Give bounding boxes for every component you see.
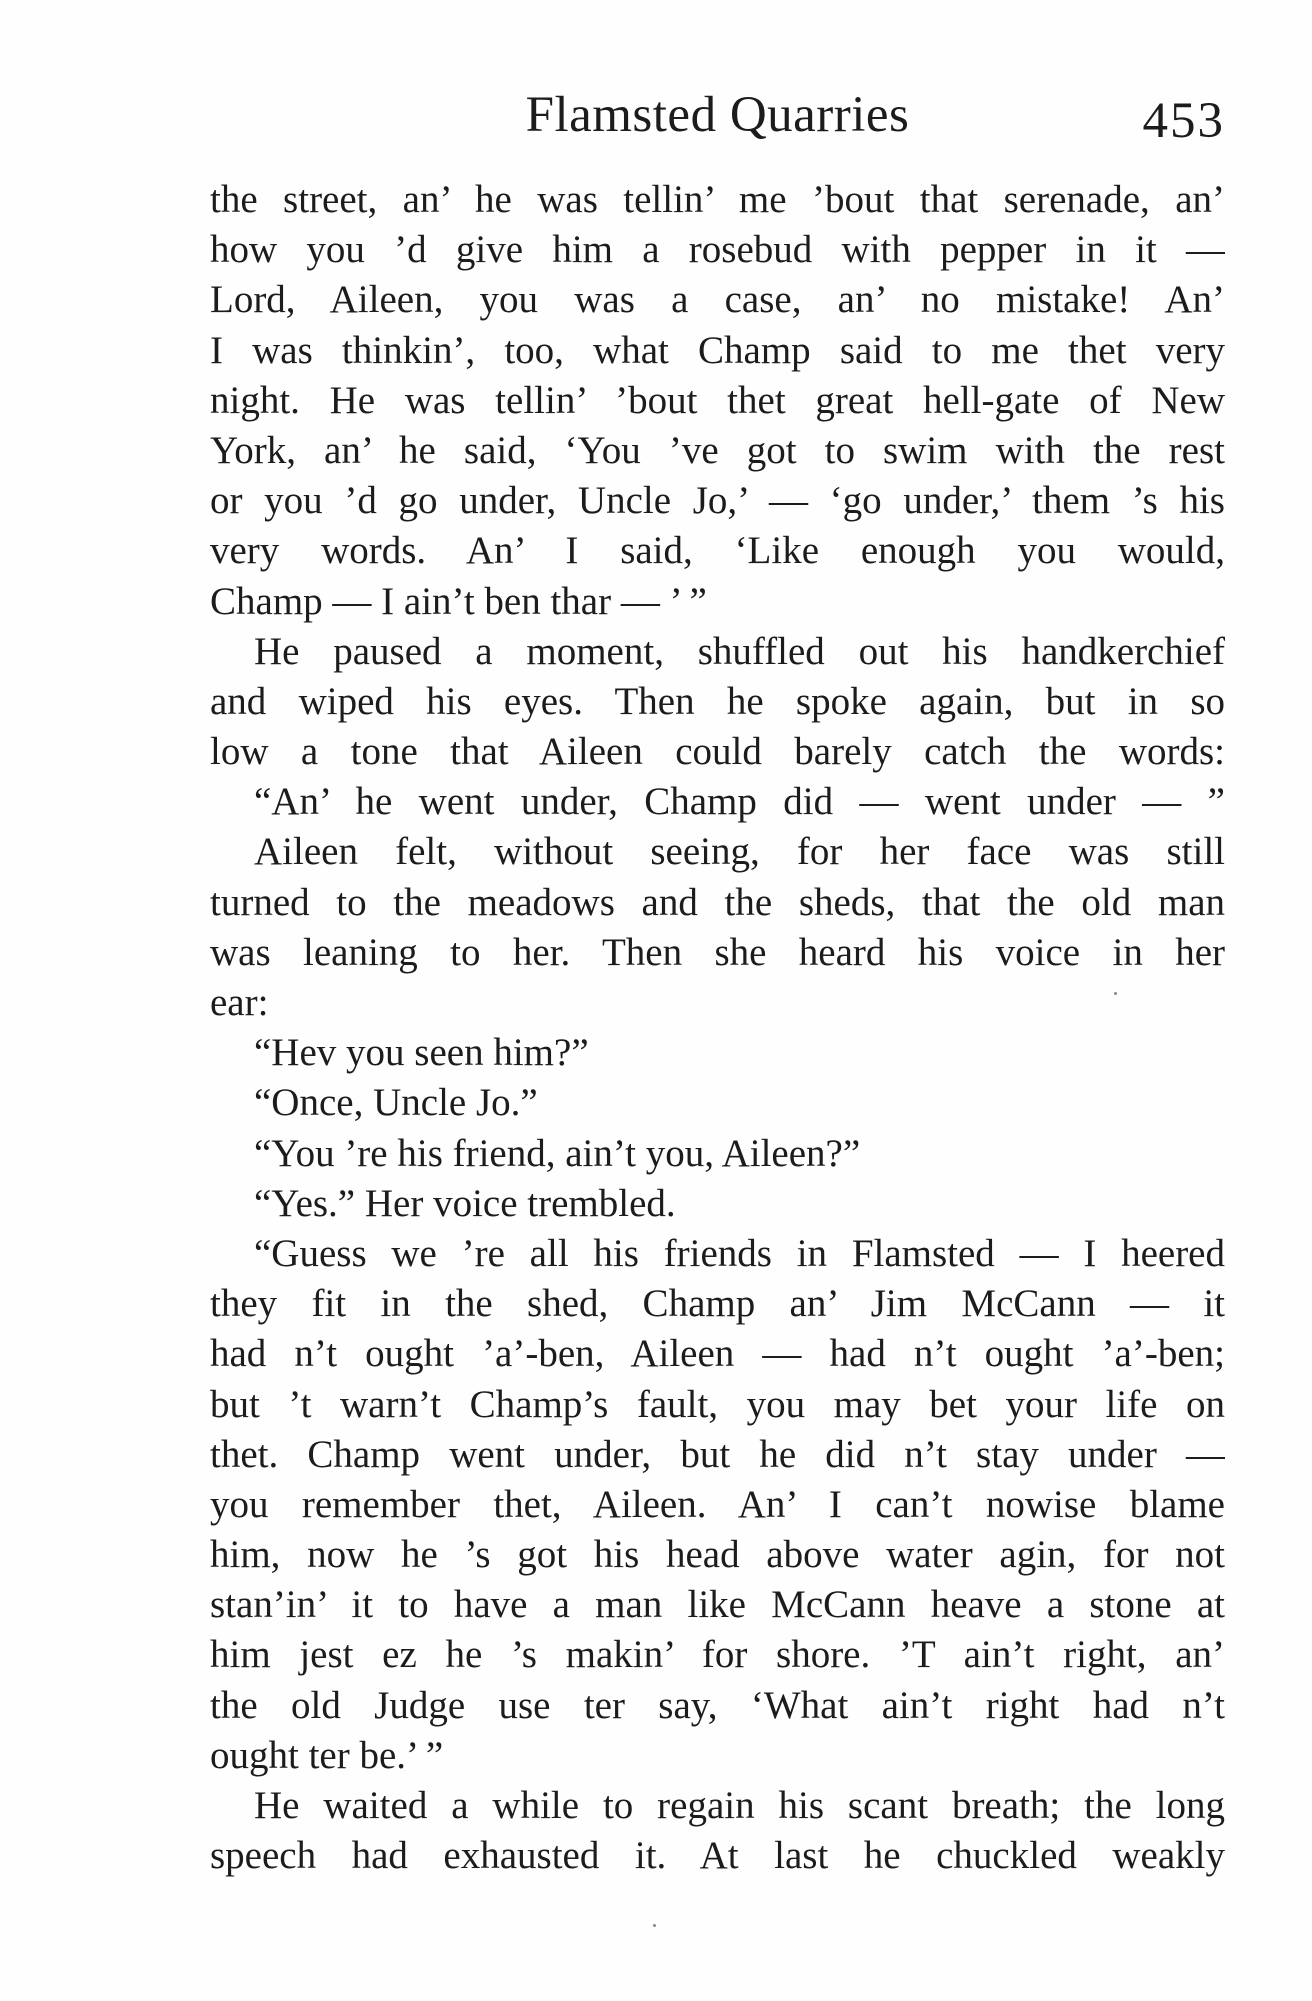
text-line: “Yes.” Her voice trembled. <box>254 1181 676 1225</box>
text-line: how you ’d give him a rosebud with pepper in it — <box>210 228 1225 272</box>
text-line: was leaning to her. Then she heard his voice in her <box>210 930 1225 974</box>
text-line: ought ter be.’ ” <box>210 1733 444 1777</box>
text-line: I was thinkin’, too, what Champ said to me thet very <box>210 328 1225 372</box>
text-line: York, an’ he said, ‘You ’ve got to swim with the rest <box>210 428 1225 472</box>
text-line: and wiped his eyes. Then he spoke again, but in so <box>210 679 1225 723</box>
text-line: He paused a moment, shuffled out his handkerchief <box>254 629 1225 673</box>
page-number: 453 <box>1142 93 1225 149</box>
print-speck <box>653 1924 656 1927</box>
running-head <box>210 80 1225 150</box>
text-line: him jest ez he ’s makin’ for shore. ’T ain’t right, an’ <box>210 1633 1225 1677</box>
text-line: you remember thet, Aileen. An’ I can’t nowise blame <box>210 1482 1225 1526</box>
text-line: Champ — I ain’t ben thar — ’ ” <box>210 579 707 623</box>
text-line: or you ’d go under, Uncle Jo,’ — ‘go under,’ them ’s his <box>210 479 1225 523</box>
text-line: ear: <box>210 981 269 1024</box>
text-line: “Hev you seen him?” <box>254 1031 589 1075</box>
print-speck <box>1114 992 1117 995</box>
text-line: speech had exhausted it. At last he chuckled weakly <box>210 1834 1225 1878</box>
text-line: turned to the meadows and the sheds, that the old man <box>210 880 1225 924</box>
text-line: thet. Champ went under, but he did n’t stay under — <box>210 1432 1225 1476</box>
text-line: He waited a while to regain his scant breath; the long <box>254 1784 1225 1827</box>
text-line: Aileen felt, without seeing, for her face was still <box>254 830 1225 874</box>
text-line: “Guess we ’re all his friends in Flamsted — I heered <box>254 1231 1225 1275</box>
text-line: “You ’re his friend, ain’t you, Aileen?” <box>254 1131 861 1175</box>
text-line: they fit in the shed, Champ an’ Jim McCann — it <box>210 1282 1225 1326</box>
text-line: but ’t warn’t Champ’s fault, you may bet your life on <box>210 1382 1225 1426</box>
text-line: Lord, Aileen, you was a case, an’ no mistake! An’ <box>210 278 1225 322</box>
text-line: “Once, Uncle Jo.” <box>254 1081 538 1125</box>
text-line: very words. An’ I said, ‘Like enough you would, <box>210 529 1225 573</box>
text-line: the street, an’ he was tellin’ me ’bout that serenade, an’ <box>210 178 1225 221</box>
text-line: had n’t ought ’a’-ben, Aileen — had n’t ought ’a’-ben; <box>210 1332 1225 1376</box>
running-title: Flamsted Quarries <box>525 87 910 143</box>
text-line: low a tone that Aileen could barely catch the words: <box>210 730 1225 774</box>
text-line: him, now he ’s got his head above water agin, for not <box>210 1533 1225 1577</box>
body-text <box>210 175 1225 1881</box>
text-line: the old Judge use ter say, ‘What ain’t right had n’t <box>210 1683 1225 1727</box>
text-line: night. He was tellin’ ’bout thet great hell-gate of New <box>210 378 1225 422</box>
text-line: “An’ he went under, Champ did — went under — ” <box>254 780 1225 824</box>
text-line: stan’in’ it to have a man like McCann heave a stone at <box>210 1583 1225 1627</box>
